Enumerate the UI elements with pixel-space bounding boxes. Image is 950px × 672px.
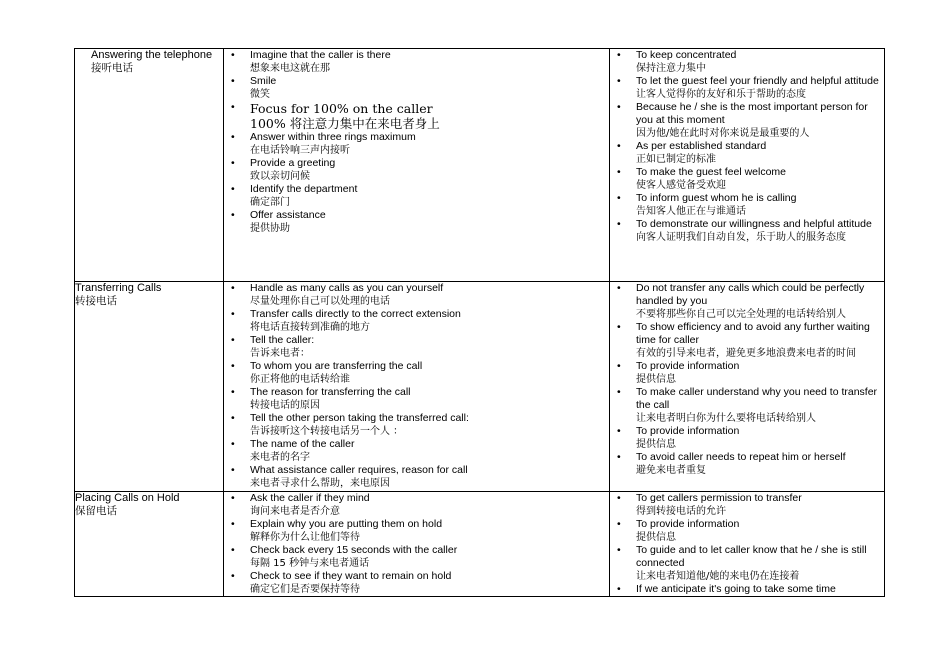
item-en: • Handle as many calls as you can yourself [250, 282, 444, 294]
topic-zh: 转接电话 [75, 295, 117, 307]
actions-cell [224, 282, 610, 492]
list-item [617, 75, 880, 101]
actions-list [224, 492, 609, 596]
list-item [617, 166, 880, 192]
topic-zh: 保留电话 [75, 505, 117, 517]
item-zh: 来电者的名字 [250, 452, 310, 463]
item-en: • To provide information [636, 518, 740, 530]
item-zh: 因为他/她在此时对你来说是最重要的人 [636, 128, 810, 139]
actions-list [224, 49, 609, 235]
list-item [231, 492, 605, 518]
list-item [231, 438, 605, 464]
list-item [617, 583, 880, 596]
item-zh: 尽量处理你自己可以处理的电话 [250, 296, 390, 307]
item-zh: 提供信息 [636, 439, 676, 450]
item-zh: 提供协助 [250, 223, 290, 234]
item-zh: 将电话直接转到准确的地方 [250, 322, 370, 333]
list-item [617, 282, 880, 321]
item-zh: 告诉来电者： [250, 348, 310, 359]
procedure-table-body [75, 49, 885, 597]
actions-cell [224, 49, 610, 282]
item-en: • Smile [250, 75, 277, 87]
item-en: • Because he / she is the most important person for you at this moment [636, 101, 868, 126]
item-en: • Ask the caller if they mind [250, 492, 370, 504]
item-en: • The name of the caller [250, 438, 355, 450]
list-item [617, 544, 880, 583]
list-item [231, 157, 605, 183]
item-en: • Provide a greeting [250, 157, 336, 169]
list-item [617, 492, 880, 518]
topic-en: Placing Calls on Hold [75, 492, 180, 504]
item-en: • To whom you are transferring the call [250, 360, 423, 372]
item-zh: 避免来电者重复 [636, 465, 706, 476]
table-row [75, 49, 885, 282]
item-en: • To get callers permission to transfer [636, 492, 802, 504]
item-zh: 告知客人他正在与谁通话 [636, 206, 746, 217]
item-en: • Check back every 15 seconds with the caller [250, 544, 458, 556]
list-item [617, 386, 880, 425]
item-en: • To make caller understand why you need to transfer the call [636, 386, 878, 411]
item-zh: 100% 将注意力集中在来电者身上 [250, 116, 440, 131]
item-zh: 你正将他的电话转给谁 [250, 374, 350, 385]
reasons-cell [610, 492, 885, 597]
item-zh: 想象来电这就在那 [250, 63, 330, 74]
item-en: • Transfer calls directly to the correct extension [250, 308, 461, 320]
reasons-cell [610, 282, 885, 492]
topic-en: Answering the telephone [91, 49, 213, 61]
list-item [231, 334, 605, 360]
item-zh: 向客人证明我们自动自发，乐于助人的服务态度 [636, 232, 846, 243]
list-item [231, 308, 605, 334]
list-item [231, 183, 605, 209]
item-zh: 让客人觉得你的友好和乐于帮助的态度 [636, 89, 806, 100]
list-item [231, 412, 605, 438]
list-item [617, 218, 880, 244]
item-en: • To guide and to let caller know that he / she is still connected [636, 544, 867, 569]
item-zh: 微笑 [250, 89, 270, 100]
list-item [231, 131, 605, 157]
reasons-list [610, 49, 884, 244]
item-en: • The reason for transferring the call [250, 386, 411, 398]
item-en: • Identify the department [250, 183, 358, 195]
item-zh: 使客人感觉备受欢迎 [636, 180, 726, 191]
list-item [231, 360, 605, 386]
list-item [231, 75, 605, 101]
item-en: • To make the guest feel welcome [636, 166, 786, 178]
item-zh: 得到转接电话的允许 [636, 506, 726, 517]
item-zh: 保持注意力集中 [636, 63, 706, 74]
item-en: • Answer within three rings maximum [250, 131, 416, 143]
item-zh: 询问来电者是否介意 [250, 506, 340, 517]
item-en: • Explain why you are putting them on hold [250, 518, 443, 530]
list-item [617, 101, 880, 140]
item-zh: 提供信息 [636, 374, 676, 385]
item-zh: 提供信息 [636, 532, 676, 543]
list-item [617, 49, 880, 75]
item-zh: 正如已制定的标准 [636, 154, 716, 165]
item-en: • Tell the caller: [250, 334, 315, 346]
topic-cell [75, 49, 224, 282]
list-item [617, 140, 880, 166]
item-en: • Imagine that the caller is there [250, 49, 391, 61]
item-en: • Tell the other person taking the transferred call: [250, 412, 469, 424]
item-zh: 确定部门 [250, 197, 290, 208]
item-en: • To let the guest feel your friendly and helpful attitude [636, 75, 879, 87]
item-zh: 让来电者知道他/她的来电仍在连接着 [636, 571, 800, 582]
list-item [231, 209, 605, 235]
list-item [617, 321, 880, 360]
item-zh: 解释你为什么让他们等待 [250, 532, 360, 543]
list-item [617, 425, 880, 451]
item-zh: 在电话铃响三声内接听 [250, 145, 350, 156]
item-zh: 转接电话的原因 [250, 400, 320, 411]
procedure-table [74, 48, 885, 597]
item-en: • To inform guest whom he is calling [636, 192, 797, 204]
item-en: • Offer assistance [250, 209, 326, 221]
item-zh: 来电者寻求什么帮助，来电原因 [250, 478, 390, 489]
list-item [231, 464, 605, 490]
table-row [75, 492, 885, 597]
item-en: • To provide information [636, 360, 740, 372]
list-item [231, 282, 605, 308]
actions-list [224, 282, 609, 490]
item-en: • Check to see if they want to remain on hold [250, 570, 452, 582]
reasons-cell [610, 49, 885, 282]
item-en: • Focus for 100% on the caller [250, 101, 433, 116]
item-en: • To avoid caller needs to repeat him or herself [636, 451, 846, 463]
item-zh: 确定它们是否要保持等待 [250, 584, 360, 595]
item-en: • What assistance caller requires, reason for call [250, 464, 468, 476]
list-item [617, 192, 880, 218]
item-zh: 每隔 15 秒钟与来电者通话 [250, 558, 370, 569]
reasons-list [610, 282, 884, 477]
list-item [231, 386, 605, 412]
list-item [231, 518, 605, 544]
table-row [75, 282, 885, 492]
topic-en: Transferring Calls [75, 282, 162, 294]
topic-cell [75, 282, 224, 492]
actions-cell [224, 492, 610, 597]
item-en: • To keep concentrated [636, 49, 737, 61]
item-en: • To provide information [636, 425, 740, 437]
item-zh: 致以亲切问候 [250, 171, 310, 182]
item-zh: 不要将那些你自己可以完全处理的电话转给别人 [636, 309, 846, 320]
item-zh: 有效的引导来电者，避免更多地浪费来电者的时间 [636, 348, 856, 359]
item-en: • To show efficiency and to avoid any further waiting time for caller [636, 321, 870, 346]
list-item [617, 451, 880, 477]
item-en: • Do not transfer any calls which could be perfectly handled by you [636, 282, 865, 307]
item-en: • As per established standard [636, 140, 767, 152]
list-item [617, 518, 880, 544]
list-item [231, 570, 605, 596]
reasons-list [610, 492, 884, 596]
topic-zh: 接听电话 [91, 62, 133, 74]
list-item [617, 360, 880, 386]
item-zh: 告诉接听这个转接电话另一个人 ： [250, 426, 404, 437]
list-item [231, 544, 605, 570]
item-en: • To demonstrate our willingness and helpful attitude [636, 218, 872, 230]
topic-cell [75, 492, 224, 597]
item-en: • If we anticipate it's going to take some time [636, 583, 836, 595]
list-item [231, 101, 605, 131]
list-item [231, 49, 605, 75]
item-zh: 让来电者明白你为什么要将电话转给别人 [636, 413, 816, 424]
